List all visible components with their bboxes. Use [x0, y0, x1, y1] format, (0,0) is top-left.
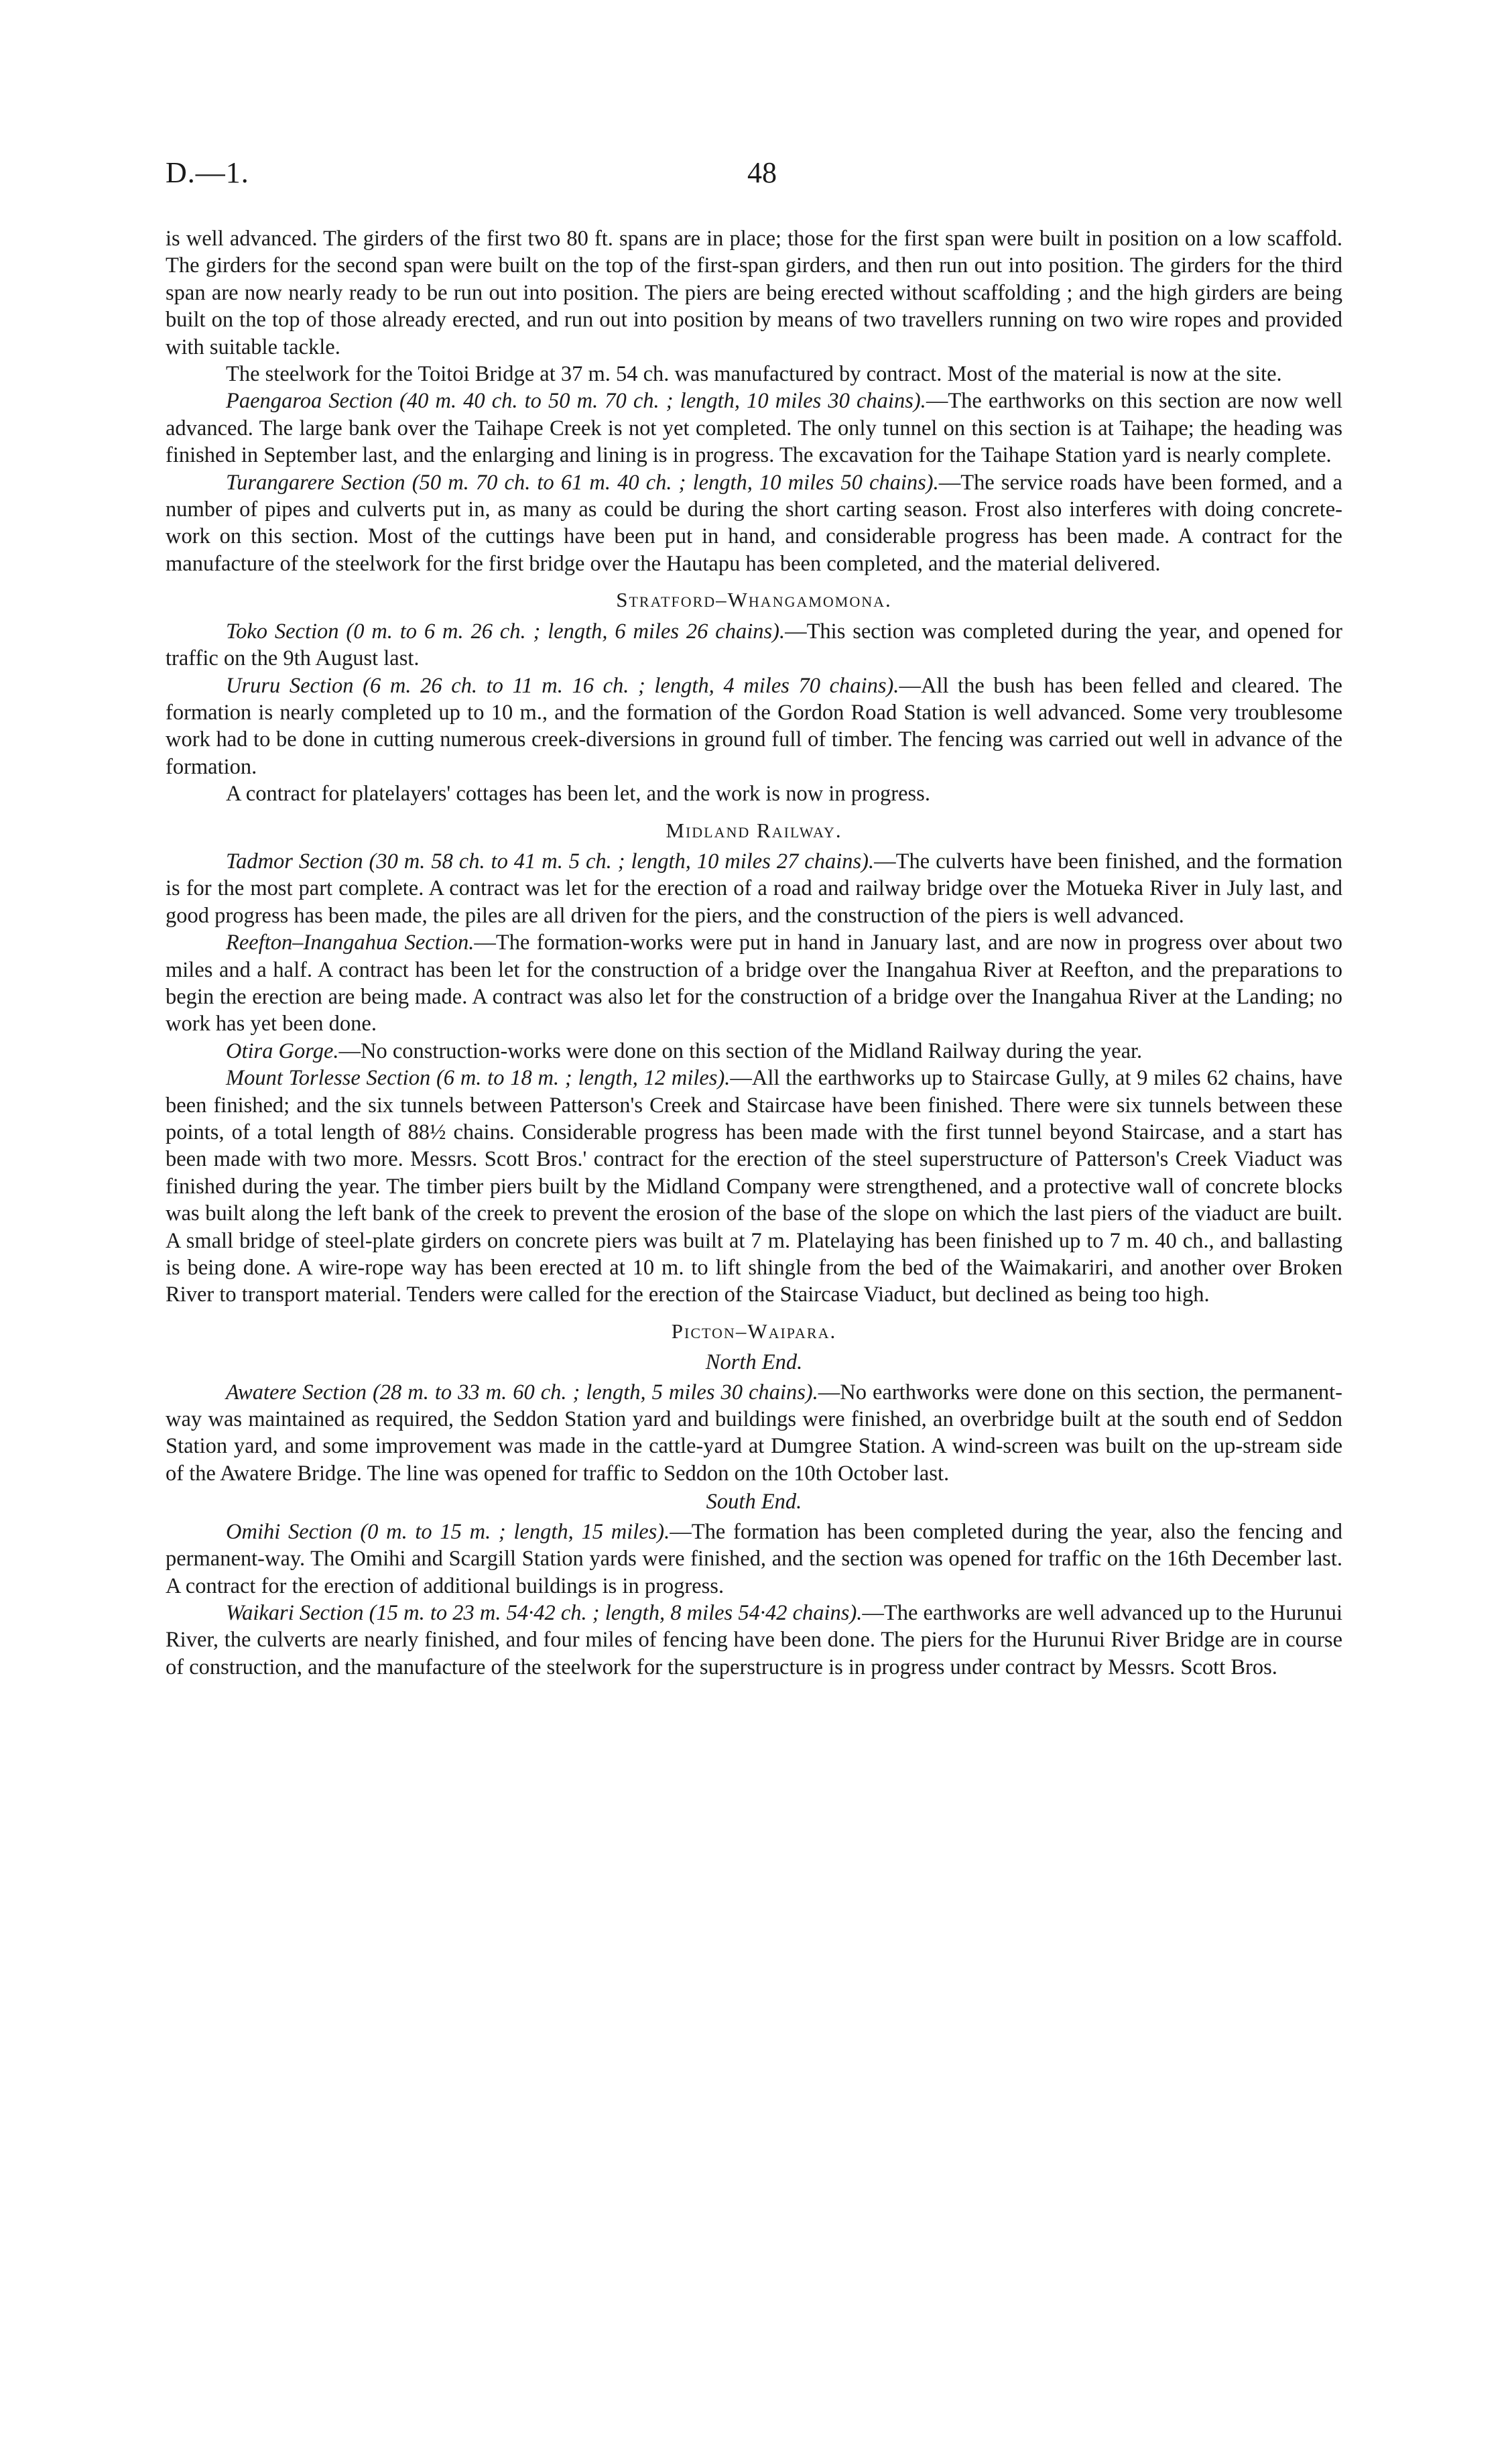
- section-title: Mount Torlesse Section (6 m. to 18 m. ; length, 12 miles).: [226, 1066, 731, 1091]
- section-text: —The earthworks on this section are now well advanced. The large bank over the Taihape Creek is not yet completed. The only tunnel on this section is at Taihape; the heading was finished in September last, and the enlarging and lining is in progress. The excavation for the Taihape Station yard is nearly complete.: [166, 389, 1342, 468]
- paragraph: The steelwork for the Toitoi Bridge at 37 m. 54 ch. was manufactured by contract. Most of the material is now at the site.: [226, 362, 1282, 387]
- paragraph: [166, 929, 1342, 1038]
- paragraph: [166, 1600, 1342, 1681]
- section-text: —This section was completed during the year, and opened for traffic on the 9th August last.: [166, 619, 1342, 671]
- section-text: —The culverts have been finished, and the formation is for the most part complete. A contract was let for the erection of a road and railway bridge over the Motueka River in July last, and good progress has been made, the piles are all driven for the piers, and the construction of the piers is well advanced.: [166, 849, 1342, 928]
- section-title: Awatere Section (28 m. to 33 m. 60 ch. ; length, 5 miles 30 chains).: [226, 1380, 818, 1405]
- section-title: Turangarere Section (50 m. 70 ch. to 61 m. 40 ch. ; length, 10 miles 50 chains).: [226, 470, 939, 495]
- section-text: —All the earthworks up to Staircase Gully, at 9 miles 62 chains, have been finished; and the six tunnels between Patterson's Creek and Staircase have been finished. There were six tunnels between these points, of a total length of 88½ chains. Considerable progress has been made with the first tunnel beyond Staircase, and a start has been made with two more. Messrs. Scott Bros.' contract for the erection of the steel superstructure of Patterson's Creek Viaduct was finished during the year. The timber piers built by the Midland Company were strengthened, and a protective wall of concrete blocks was built along the left bank of the creek to prevent the erosion of the base of the slope on which the last piers of the viaduct are built. A small bridge of steel-plate girders on concrete piers was built at 7 m. Platelaying has been finished up to 7 m. 40 ch., and ballasting is being done. A wire-rope way has been erected at 10 m. to lift shingle from the bed of the Waimakariri, and another over Broken River to transport material. Tenders were called for the erection of the Staircase Viaduct, but declined as being too high.: [166, 1066, 1343, 1307]
- section-text: —All the bush has been felled and cleared. The formation is nearly completed up to 10 m., and the formation of the Gordon Road Station is well advanced. Some very troublesome work had to be done in cutting numerous creek-diversions in ground full of timber. The fencing was carried out well in advance of the formation.: [166, 673, 1342, 779]
- section-text: —No earthworks were done on this section, the permanent-way was maintained as required, the Seddon Station yard and buildings were finished, an overbridge built at the south end of Seddon Station yard, and some improvement was made in the cattle-yard at Dumgree Station. A wind-screen was built on the up-stream side of the Awatere Bridge. The line was opened for traffic to Seddon on the 10th October last.: [166, 1380, 1342, 1486]
- subsection-heading: North End.: [705, 1350, 803, 1375]
- document-reference: D.—1.: [166, 156, 249, 189]
- section-text: —No construction-works were done on this section of the Midland Railway during the year.: [338, 1038, 1143, 1063]
- paragraph: [166, 618, 1342, 672]
- section-text: —The service roads have been formed, and a number of pipes and culverts put in, as many as could be during the short carting season. Frost also interferes with doing concrete-work on this section. Most of the cuttings have been put in hand, and considerable progress has been made. A contract for the manufacture of the steelwork for the first bridge over the Hautapu has been completed, and the material delivered.: [166, 470, 1342, 576]
- paragraph: [166, 387, 1342, 469]
- paragraph: is well advanced. The girders of the first two 80 ft. spans are in place; those for the first span were built in position on a low scaffold. The girders for the second span were built on the top of the first-span girders, and then run out into position. The girders for the third span are now nearly ready to be run out into position. The piers are being erected without scaffolding ; and the high girders are being built on the top of those already erected, and run out into position by means of two travellers running on two wire ropes and provided with suitable tackle.: [166, 227, 1342, 359]
- page-header: [166, 156, 1359, 196]
- paragraph: A contract for platelayers' cottages has been let, and the work is now in progress.: [226, 782, 930, 807]
- paragraph: [166, 672, 1342, 781]
- paragraph: [166, 1518, 1342, 1600]
- subsection-heading: South End.: [706, 1490, 802, 1514]
- page-number: 48: [747, 156, 777, 189]
- paragraph: [166, 1379, 1342, 1488]
- paragraph: [166, 1065, 1342, 1309]
- section-title: Ururu Section (6 m. 26 ch. to 11 m. 16 ch. ; length, 4 miles 70 chains).: [226, 673, 899, 698]
- paragraph: [166, 469, 1342, 578]
- section-text: —The formation has been completed during the year, also the fencing and permanent-way. The Omihi and Scargill Station yards were finished, and the section was opened for traffic on the 16th December last. A contract for the erection of additional buildings is in progress.: [166, 1519, 1343, 1598]
- section-title: Waikari Section (15 m. to 23 m. 54·42 ch. ; length, 8 miles 54·42 chains).: [226, 1600, 863, 1625]
- section-title: Tadmor Section (30 m. 58 ch. to 41 m. 5 ch. ; length, 10 miles 27 chains).: [226, 849, 875, 874]
- section-title: Reefton–Inangahua Section.: [226, 931, 475, 955]
- section-text: —The earthworks are well advanced up to the Hurunui River, the culverts are nearly finished, and four miles of fencing have been done. The piers for the Hurunui River Bridge are in course of construction, and the manufacture of the steelwork for the superstructure is in progress under contract by Messrs. Scott Bros.: [166, 1600, 1342, 1679]
- document-body: [166, 225, 1342, 1681]
- paragraph: [166, 848, 1342, 929]
- section-text: —The formation-works were put in hand in January last, and are now in progress over about two miles and a half. A contract has been let for the construction of a bridge over the Inangahua River at Reefton, and the preparations to begin the erection are being made. A contract was also let for the construction of a bridge over the Inangahua River at the Landing; no work has yet been done.: [166, 931, 1342, 1036]
- section-title: Omihi Section (0 m. to 15 m. ; length, 15 miles).: [226, 1519, 670, 1544]
- section-heading: Stratford–Whangamomona.: [616, 588, 892, 612]
- section-title: Toko Section (0 m. to 6 m. 26 ch. ; length, 6 miles 26 chains).: [226, 619, 785, 644]
- section-heading: Picton–Waipara.: [671, 1319, 837, 1343]
- section-heading: Midland Railway.: [666, 818, 842, 842]
- section-title: Paengaroa Section (40 m. 40 ch. to 50 m. 70 ch. ; length, 10 miles 30 chains).: [226, 389, 926, 414]
- section-title: Otira Gorge.: [226, 1038, 339, 1063]
- paragraph: [166, 1038, 1342, 1065]
